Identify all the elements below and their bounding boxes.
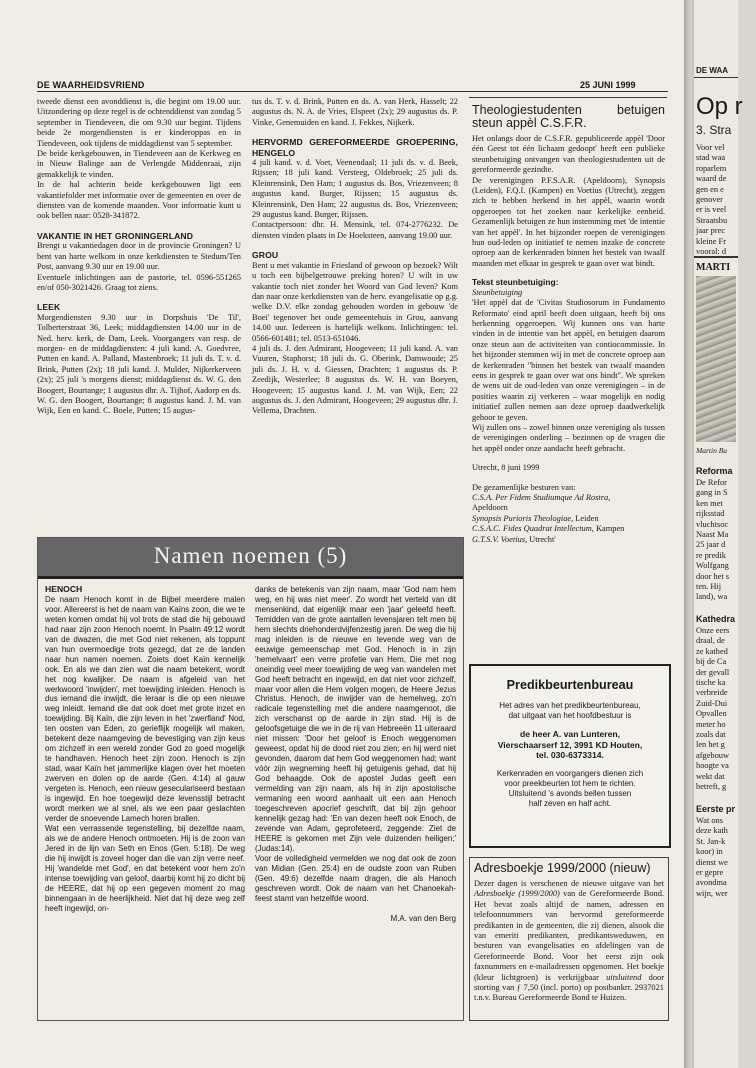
box-line: voor preekbeurten tot hem te richten. [504,778,636,788]
next-page-line: meter ho [696,719,726,729]
paragraph: Wat een verrassende tegenstelling, bij dezelfde naam, als we de andere Henoch ontmoeten. Hij is de zoon van Jered in de lijn van Seth en Enos (Gen. 5:18). De weg die hij inwijdt is zoveel hoger dan die van zijn verre neef. Hij 'wandelde met God', en dat betekent voor hem zo'n intense toewijding van geloof, daarbij komt hij zo dicht bij de HEERE, dat hij op een gegeven moment zo mag binnengaan in de heerlijkheid. Niet dat hij deze weg zelf heeft ingewijd, on- [45,823,245,913]
next-page-line: betreft, g [696,782,727,792]
next-page-line: er gepre [696,868,724,878]
box-line: dat uitgaat van het hoofdbestuur is [508,711,632,720]
adresboekje-article [469,857,669,1021]
next-page-line: zoals dat [696,730,726,740]
section-heading: HENOCH [45,584,83,594]
next-page-line: tische ka [696,678,726,688]
next-page-line: ken met [696,498,723,508]
next-page-line: len het g [696,740,725,750]
photo-caption: Martin Bu [696,446,728,455]
paragraph: Brengt u vakantiedagen door in de provincie Groningen? U bent van harte welkom in onze kerkdiensten te Stedum/Ten Post, aanvang 9.30 uur en 19.00 uur. [37,241,241,272]
signatory: G.T.S.V. Voetius, [472,534,528,544]
subheading: Tekst steunbetuiging: [472,277,559,288]
next-page-line: gen en e [696,184,724,194]
paragraph: In de hal achterin beide kerkgebouwen ligt een vakantiefolder met informatie over de gemeenten en over de diensten van de komende maanden. Voor informatie kunt u ook bellen naar: 0528-341872. [37,180,241,221]
masthead-date: 25 JUNI 1999 [580,80,636,90]
paragraph: tweede dienst een avonddienst is, die begint om 19.00 uur. Uitzondering op deze regel is de ochtenddienst van zondag 5 september in Tiendeveen, die om 9.30 uur begint. Tijdens beide 2e morgendiensten is er kinderoppas en in Tiendeveen, ook tijdens de middagdienst van 5 september. [37,97,241,148]
namen-column-2 [255,585,456,1015]
next-page-text-2 [696,478,756,608]
next-page-heading: Kathedra [696,614,736,624]
next-page-partial [694,0,743,1068]
paragraph: Eventuele inlichtingen aan de pastorie, tel. 0596-551265 en/of 050-3021426. Graag tot ziens. [37,272,241,292]
next-page-line: bij de Ca [696,657,727,667]
next-page-line: rijksstad [696,509,725,519]
section-heading: LEEK [37,302,61,313]
next-page-line: ze kathed [696,646,728,656]
photo-label: MARTI [696,262,731,273]
next-page-line: genover [696,195,723,205]
next-page-line: Zuid-Dui [696,698,728,708]
signatory-city: Kampen [595,524,625,534]
next-page-line: Wolfgang [696,561,729,571]
next-page-line: hoogte va [696,761,729,771]
paragraph: Bent u met vakantie in Friesland of gewoon op bezoek? Wilt u toch een bijbelgetrouwe preking horen? U wilt in uw vakantie toch niet zonder het Woord van God leven? Kom dan naar onze kerkdiensten van de herv. evangelisatie op g.g. welke D.V. elke zondag gehouden worden in gebouw 'de Boei' tegenover het oude gemeentehuis in Grou, aanvang 14.00 uur. Iedereen is hartelijk welkom. Inlichtingen: tel. 0566-601481; tel. 0513-651046. [252,260,458,343]
signatory: C.S.A. Per Fidem Studiumque Ad Rostra, [472,493,611,502]
next-page-text-1 [696,143,756,263]
column-1 [37,97,241,529]
next-page-line: roparlem [696,163,727,173]
next-page-text-3 [696,626,756,796]
paragraph: Het onlangs door de C.S.F.R. gepubliceerde appèl 'Door één Geest tot één lichaam gedoopt' heeft een publieke steunbetuiging ontvangen van theologiestudenten uit de gereformeerde gezindte. [472,134,665,175]
paragraph: tus ds. T. v. d. Brink, Putten en ds. A. van Herk, Hasselt; 22 augustus ds. N. A. de Vries, Elspeet (2x); 29 augustus ds. P. Vinke, Genemuiden en kand. J. Fekkes, Nijkerk. [252,97,458,127]
dateline: Utrecht, 8 juni 1999 [472,463,540,473]
next-page-line: Voor vel [696,143,725,152]
next-page-masthead: DE WAA [696,66,728,75]
next-page-line: jaar prec [696,226,726,236]
namen-column-1 [45,585,245,1015]
signatory-city: Leiden [575,513,599,523]
paragraph: Voor de volledigheid vermelden we nog dat ook de zoon van Midian (Gen. 25:4) en de oudste zoon van Ruben (Gen. 49:6) dezelfde naam dragen, die als Hanoch geschreven wordt. Ook de naam van het Chanoekah-feest stamt van hetzelfde woord. [255,853,456,903]
next-page-line: draal, de [696,636,725,646]
next-page-line: De Refor [696,478,727,487]
next-page-line: vluchtsoc [696,519,729,529]
next-page-text-4 [696,816,756,906]
signatory-city: Utrecht' [529,534,556,544]
next-page-line: wekt dat [696,771,725,781]
article-title: Adresboekje 1999/2000 (nieuw) [474,861,651,875]
next-page-line: koor) in [696,847,723,857]
paragraph: Dezer dagen is verschenen de nieuwe uitgave van het Adresboekje (1999/2000) van de Gereformeerde Bond. Het bevat zoals altijd de namen, adressen en telefoonnummers van hervormd gereformeerde predikanten in de gemeenten, die zij dienen, alsook die van emeriti predikanten, predikantsweduwen, en besturen van evangelisaties en afdelingen van de Gereformeerde Bond. Voor het eerst zijn ook faxnummers en e-mailadressen opgenomen. Het boekje (kleur lichtgroen) is verkrijgbaar uitsluitend door storting van ƒ 7,50 (incl. porto) op postbankrr. 2937021 t.n.v. Bureau Gereformeerde Bond te Huizen. [474,879,664,1003]
next-page-line: Naast Ma [696,530,729,540]
paragraph: 'Het appèl dat de 'Civitas Studiosorum in Fundamento Reformato' eind april heeft doen uitgaan, heeft bij ons herkenning opgeroepen. Wij kunnen ons van harte vinden in de intentie van het appèl, en betuigen daarom onze steun aan de activiteiten van contiocommissie. In het bijzonder stemmen wij in met de concrete oproep aan de kerkenraden "binnen het bestek van twaalf maanden eens in gesprek te gaan over wat ons bindt". We spreken de wens uit de oud-leden van onze verenigingen – in de posities waarin zij verkeren – waar mogelijk en nodig initiatief zullen nemen aan deze oproep daadwerkelijk gehoor te geven. [472,298,665,422]
contact-phone: tel. 030-6373314. [536,750,604,761]
next-page-line: stad waa [696,153,726,163]
next-page-line: 25 jaar d [696,540,726,550]
next-page-line: der gevall [696,667,730,677]
next-page-line: verbreide [696,688,728,698]
next-page-line: gang in S [696,488,728,498]
contact-address: Vierschaarserf 12, 3991 KD Houten, [497,739,643,750]
box-line: Kerkenraden en voorgangers dienen zich [496,768,644,778]
next-page-rule [694,256,738,258]
article-banner [38,538,463,579]
article-title: Theologiestudenten betuigen steun appèl C.S.F.R. [472,103,665,130]
paragraph: danks de betekenis van zijn naam, maar 'God nam hem weg, en hij was niet meer'. Zo wordt het verteld van dit mensenkind, dat eigenlijk maar een 'jaar' geleefd heeft. Temidden van de grote aantallen levensjaren telt men bij hem slechts driehonderdvijfenzestig jaren. De weg die hij mag inleiden is de nieuwe en levende weg van de eeuwige gemeenschap met God. Henoch is in zijn 'hemelvaart' een verre profetie van Hem, Die met nog oneindig veel meer toewijding de weg van wandelen met God heeft betracht en ingewijd, en dat niet voor zichzelf, maar voor allen die Hem volgen mogen, de Heere Jezus Christus. Henoch, de inwijder van de hemelweg, zo'n radicale tegenstelling met die andere naamgenoot, die zich verschanst op de aarde in zijn stad. Hij is de geloofsgetuige die we in de rij van Hebreeën 11 uiteraard niet missen: 'Door het geloof is Enoch weggenomen geweest, opdat hij de dood niet zou zien; en hij werd niet gevonden, daarom dat hem God weggenomen had; want vóór zijn wegneming heeft hij getuigenis gehad, dat hij God behaagde. Ook de apostel Judas geeft een vermelding van zijn naam, als hij in zijn apostolische vermaning een woord aanhaalt uit een aan Henoch toegeschreven apocrief geschrift, dat bij zijn gehoor kennelijk gezag had: 'En van dezen heeft ook Enoch, de zevende van Adam, geprofeteerd, zeggende: Ziet de HEERE is gekomen met Zijn vele duizenden heiligen;' (Judas:14). [255,585,456,853]
author-byline: M.A. van den Berg [390,913,456,923]
signatory: C.S.A.C. Fides Quadrat Intellectum, [472,524,594,534]
next-page-line: St. Jan-k [696,836,726,846]
next-page-heading: Reforma [696,466,733,476]
signature-intro: De gezamenlijke besturen van: [472,482,576,492]
paragraph: Contactpersoon: dhr. H. Mensink, tel. 074-2776232. De diensten vinden plaats in De Hoeksteen, aanvang 19.00 uur. [252,220,458,240]
next-page-line: wijn, wer [696,888,728,898]
section-heading: HERVORMD GEREFORMEERDE GROEPERING, HENGELO [252,137,458,158]
masthead-left: DE WAARHEIDSVRIEND [37,80,145,90]
section-heading: GROU [252,250,279,261]
box-line: Het adres van het predikbeurtenbureau, [499,701,641,710]
next-page-rule [694,77,738,78]
banner-title: Namen noemen (5) [153,543,348,568]
theologiestudenten-article [469,97,667,654]
signatory-city: Apeldoorn [472,503,508,513]
next-page-line: dienst we [696,857,728,867]
next-page-line: ten. Hij [696,582,722,592]
masthead-rule [37,91,668,92]
contact-name: de heer A. van Lunteren, [520,729,620,739]
next-page-title: Op r [696,93,743,120]
next-page-line: door het s [696,571,730,581]
adresboekje-body [474,862,664,1018]
signatory: Synopsis Purioris Theologiae, [472,513,574,523]
next-page-line: kleine Fr [696,236,727,246]
paragraph: De verenigingen P.F.S.A.R. (Apeldoorn), Synopsis (Leiden), F.Q.I. (Kampen) en Voetius (Utrecht), zeggen zich te hebben herkend in het appèl, waarin wordt opgeroepen tot het zoeken naar kerkelijke eenheid. Gezamenlijk betuigen ze hun instemming met 'de intentie van het appèl'. In het bijzonder roepen de verenigingen hun oud-leden op initiatief te nemen inzake de concrete oproep aan de kerkenraden binnen het bestek van twaalf maanden met elkaar in gesprek te gaan over wat bindt. [472,175,665,268]
paragraph: De naam Henoch komt in de Bijbel meerdere malen voor. Allereerst is het de naam van Kaïns zoon, die we te weten komen omdat hij vol trots de stad die hij gebouwd had naar zijn zoon Henoch noemt. In Psalm 49:12 wordt van de dwazen, die met God niet rekenen, als toppunt van hun overmoedige trots gezegd, dat ze de landen naar hun namen noemen. Zoiets doet Kaïn kennelijk ook. En als we dan zien wat die naam betekent, wordt het nog kwalijker. De naam is afgeleid van het werkwoord 'inwijden', met toewijding inleiden. Henoch is dus iemand die inwijdt, die leraar is die op een nieuwe weg inleidt. Iemand die dat ook doet met grote inzet en toewijding. Bij Kaïn, die zijn leven in het 'zwerfland' Nod, ten oosten van Eden, zo gerieflijk mogelijk wil maken, betekent deze naamgeving de bevestiging van zijn keus om zichzelf in een wereld zonder God zo goed mogelijk te handhaven. Henoch heet zijn zoon. Henoch is zijn stad, waar Kaïn het jammerlijke klagen over het moeten zwerven en dolen op de aarde (Gen. 4:14) al gauw vergeten is. Henoch, een nieuw geseculariseerd bestaan is ingewijd. En hoe toegewijd deze levensstijl betracht wordt merken we al snel, als we een paar geslachten verder de snoevende Lamech horen brallen. [45,594,245,823]
next-page-subtitle: 3. Stra [696,123,732,137]
subheading-italic: Steunbetuiging [472,287,523,297]
paragraph: Morgendiensten 9.30 uur in Dorpshuis 'De Til', Tolberterstraat 36, Leek; middagdiensten 14.00 uur in de Ned. herv. kerk, de Dam, Leek. Voorgangers van resp. de morgen- en de middagdiensten: 4 juli kand. A. Goedvree, Putten en kand. A. Palland, Mastenbroek; 11 juli ds. T. v. d. Brink, Putten (2x); 18 juli kand. J. Mulder, Nijkerkerveen (2x); 25 juli 's morgens dienst; middagdienst ds. W. G. den Boogert, Bourtange; 1 augustus dhr. A. Tijhof, Aadorp en ds. W. G. den Boogert, Bourtange; 8 augustus kand. J. M. van Wijk, Een en kand. C. Boele, Putten; 15 augus- [37,312,241,416]
next-page-line: avondma [696,878,727,888]
next-page-heading: Eerste pr [696,804,736,814]
next-page-line: Onze eers [696,626,730,635]
next-page-line: afgebouw [696,750,730,760]
paragraph: Wij zullen ons – zowel binnen onze vereniging als tussen de verenigingen onderling – bezinnen op de vragen die het appèl onder onze aandacht heeft gebracht. [472,422,665,453]
next-page-line: Opvallen [696,709,727,719]
box-line: half zeven en half acht. [528,798,612,808]
page-spine [684,0,694,1068]
predikbeurtenbureau-box [469,664,671,848]
column-2 [252,97,458,529]
namen-noemen-article [37,537,464,1021]
paragraph: De beide kerkgebouwen, in Tiendeveen aan de Kerkweg en in Nieuw Balinge aan de Verlengde Middenraai, zijn gemakkelijk te vinden. [37,149,241,179]
next-page-line: deze kath [696,826,728,836]
portrait-photo [696,276,736,442]
next-page-line: waard de [696,174,727,184]
theologiestudenten-body [472,104,665,652]
next-page-line: vooral: d [696,247,727,257]
next-page-line: Wat ons [696,816,724,825]
next-page-line: re predik [696,550,726,560]
box-title: Predikbeurtenbureau [506,678,634,692]
section-heading: VAKANTIE IN HET GRONINGERLAND [37,230,193,241]
next-page-line: Straatsbu [696,215,728,225]
paragraph: 4 juli kand. v. d. Voet, Veenendaal; 11 juli ds. v. d. Beek, Rijssen; 18 juli kand. Versteeg, Oldebroek; 25 juli ds. Kleinrensink, Den Ham; 1 augustus ds. Bos, Vriezenveen; 8 augustus kand. Burger, Rijssen; 15 augustus ds. Kleinrensink, Den Ham; 22 augustus ds. Bos, Vriezenveen; 29 augustus kand. Burger, Rijssen. [252,158,458,220]
paragraph: 4 juli ds. J. den Admirant, Hoogeveen; 11 juli kand. A. van Vuuren, Staphorst; 18 juli ds. G. Oberink, Damwoude; 25 juli ds. J. H. v. d. Giessen, Drachten; 1 augustus ds. P. Zeedijk, Westerlee; 8 augustus ds. W. H. van Boeyen, Hoogeveen; 15 augustus kand. J. M. van Wijk, Een; 22 augustus ds. J. den Admirant, Hoogeveen; 29 augustus dhr. J. Vellema, Drachten. [252,343,458,416]
box-line: Uitsluitend 's avonds bellen tussen [508,788,632,798]
next-page-line: er is veel [696,205,727,215]
next-page-line: land), wa [696,592,728,602]
